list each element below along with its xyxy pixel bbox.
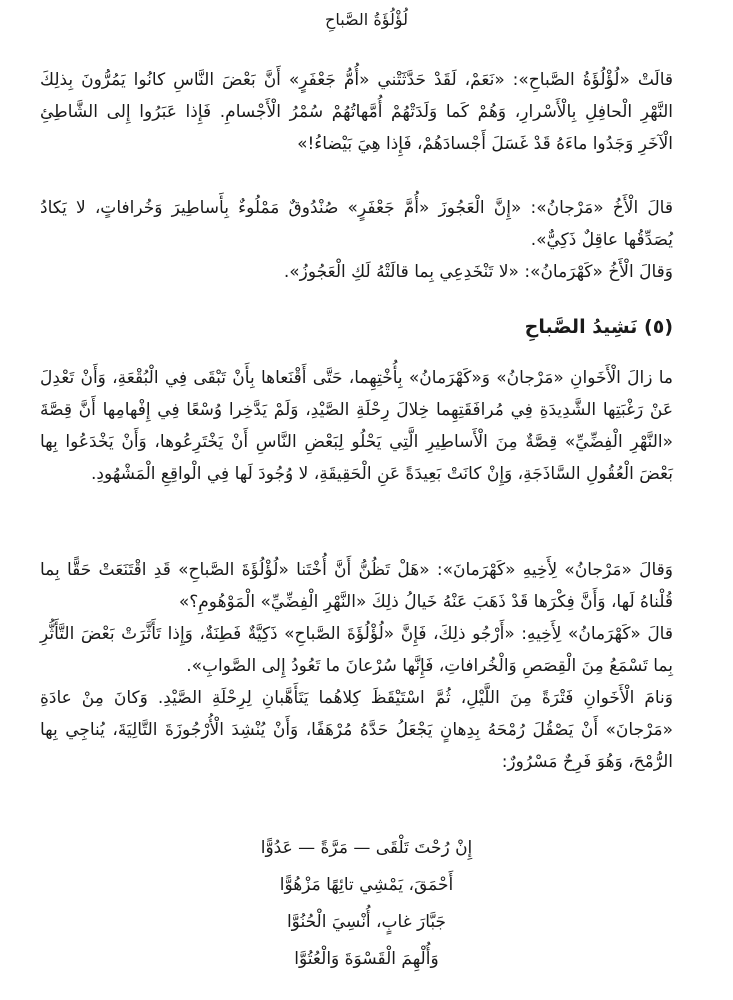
section-heading: (٥) نَشِيدُ الصَّباحِ — [524, 316, 673, 338]
poem-line: إِنْ رُحْتَ تَلْقَى — مَرَّةً — عَدُوًّا — [260, 838, 473, 858]
paragraph-marjan-replies: قالَ الْأَخُ «مَرْجانُ»: «إِنَّ الْعَجُوزَ «أُمَّ جَعْفَرٍ» صُنْدُوقٌ مَمْلُوءٌ بِأَساطِيرَ وَخُرافاتٍ، لا يَكادُ يُصَدِّقُها عاقِلٌ ذَكِيٌّ». — [40, 198, 673, 250]
paragraph-brothers-wake: وَنامَ الْأَخَوانِ فَتْرَةً مِنَ اللَّيْلِ، ثُمَّ اسْتَيْقَظَ كِلاهُما يَتَأَهَّبانِ لِرِحْلَةِ الصَّيْدِ. وَكانَ مِنْ عادَةِ «مَرْجانَ» أَنْ يَصْقُلَ رُمْحَهُ بِدِهانٍ يَجْعَلُ حَدَّهُ مُرْهَفًا، وَأَنْ يُنْشِدَ الْأُرْجُوزَةَ التَّالِيَةَ، يُناجِي بِها الرُّمْحَ، وَهُوَ فَرِحٌ مَسْرُورٌ: — [40, 688, 673, 772]
running-head: لُؤْلُؤَةُ الصَّباحِ — [325, 10, 408, 29]
paragraph-lulua-speaks: قالَتْ «لُؤْلُؤَةُ الصَّباحِ»: «نَعَمْ، لَقَدْ حَدَّثَتْني «أُمُّ جَعْفَرٍ» أَنَّ بَعْضَ النَّاسِ كانُوا يَمُرُّونَ بِذلِكَ النَّهْرِ الْحافِلِ بِالْأَسْرارِ، وَهُمْ كَما وَلَدَتْهُمْ أُمَّهاتُهُمْ سُمْرُ الْأَجْسامِ. فَإِذا عَبَرُوا إِلى الشَّاطِئِ الْآخَرِ وَجَدُوا ماءَهُ قَدْ غَسَلَ أَجْسادَهُمْ، فَإِذا هِيَ بَيْضاءُ!» — [40, 70, 673, 154]
paragraph-marjan-asks: وَقالَ «مَرْجانُ» لِأَخِيهِ «كَهْرَمانَ»: «هَلْ تَظُنُّ أَنَّ أُخْتَنا «لُؤْلُؤَةَ الصَّباحِ» قَدِ اقْتَنَعَتْ حَقًّا بِما قُلْناهُ لَها، وَأَنَّ فِكْرَها قَدْ ذَهَبَ عَنْهُ خَيالُ ذلِكَ «النَّهْرِ الْفِضِّيِّ» الْمَوْهُومِ؟» — [40, 560, 673, 612]
paragraph-brothers-convince: ما زالَ الْأَخَوانِ «مَرْجانُ» وَ«كَهْرَمانُ» بِأُخْتِهِما، حَتَّى أَقْنَعاها بِأَنْ تَبْقَى فِي الْبُقْعَةِ، وَأَنْ تَعْدِلَ عَنْ رَغْبَتِها الشَّدِيدَةِ فِي مُرافَقَتِهِما خِلالَ رِحْلَةِ الصَّيْدِ، وَلَمْ يَدَّخِرا وُسْعًا فِي إِفْهامِها أَنَّ قِصَّةَ «النَّهْرِ الْفِضِّيِّ» قِصَّةٌ مِنَ الْأَساطِيرِ الَّتِي يَحْلُو لِبَعْضِ النَّاسِ أَنْ يَخْتَرِعُوها، وَأَنْ يَخْدَعُوا بِها بَعْضَ الْعُقُولِ السَّاذَجَةِ، وَإِنْ كانَتْ بَعِيدَةً عَنِ الْحَقِيقَةِ، لا وُجُودَ لَها فِي الْواقِعِ الْمَشْهُودِ. — [40, 368, 673, 484]
poem-line: جَبَّارَ غابٍ، أُنْسِيَ الْحُنُوَّا — [286, 912, 447, 932]
poem — [0, 830, 733, 978]
paragraph-kahraman-answers: قالَ «كَهْرَمانُ» لِأَخِيهِ: «أَرْجُو ذلِكَ، فَإِنَّ «لُؤْلُؤَةَ الصَّباحِ» ذَكِيَّةٌ فَطِنَةٌ، وَإِذا تَأَثَّرَتْ بَعْضَ التَّأَثُّرِ بِما تَسْمَعُ مِنَ الْقِصَصِ وَالْخُرافاتِ، فَإِنَّها سُرْعانَ ما تَعُودُ إِلى الصَّوابِ». — [40, 624, 673, 676]
poem-line: وَأُلْهِمَ الْقَسْوَةَ وَالْعُتُوَّا — [294, 949, 439, 969]
poem-line: أَحْمَقَ، يَمْشِي تائِهًا مَزْهُوًّا — [279, 875, 454, 895]
paragraph-kahraman-replies: وَقالَ الْأَخُ «كَهْرَمانُ»: «لا تَنْخَدِعِي بِما قالَتْهُ لَكِ الْعَجُوزُ». — [283, 262, 673, 282]
